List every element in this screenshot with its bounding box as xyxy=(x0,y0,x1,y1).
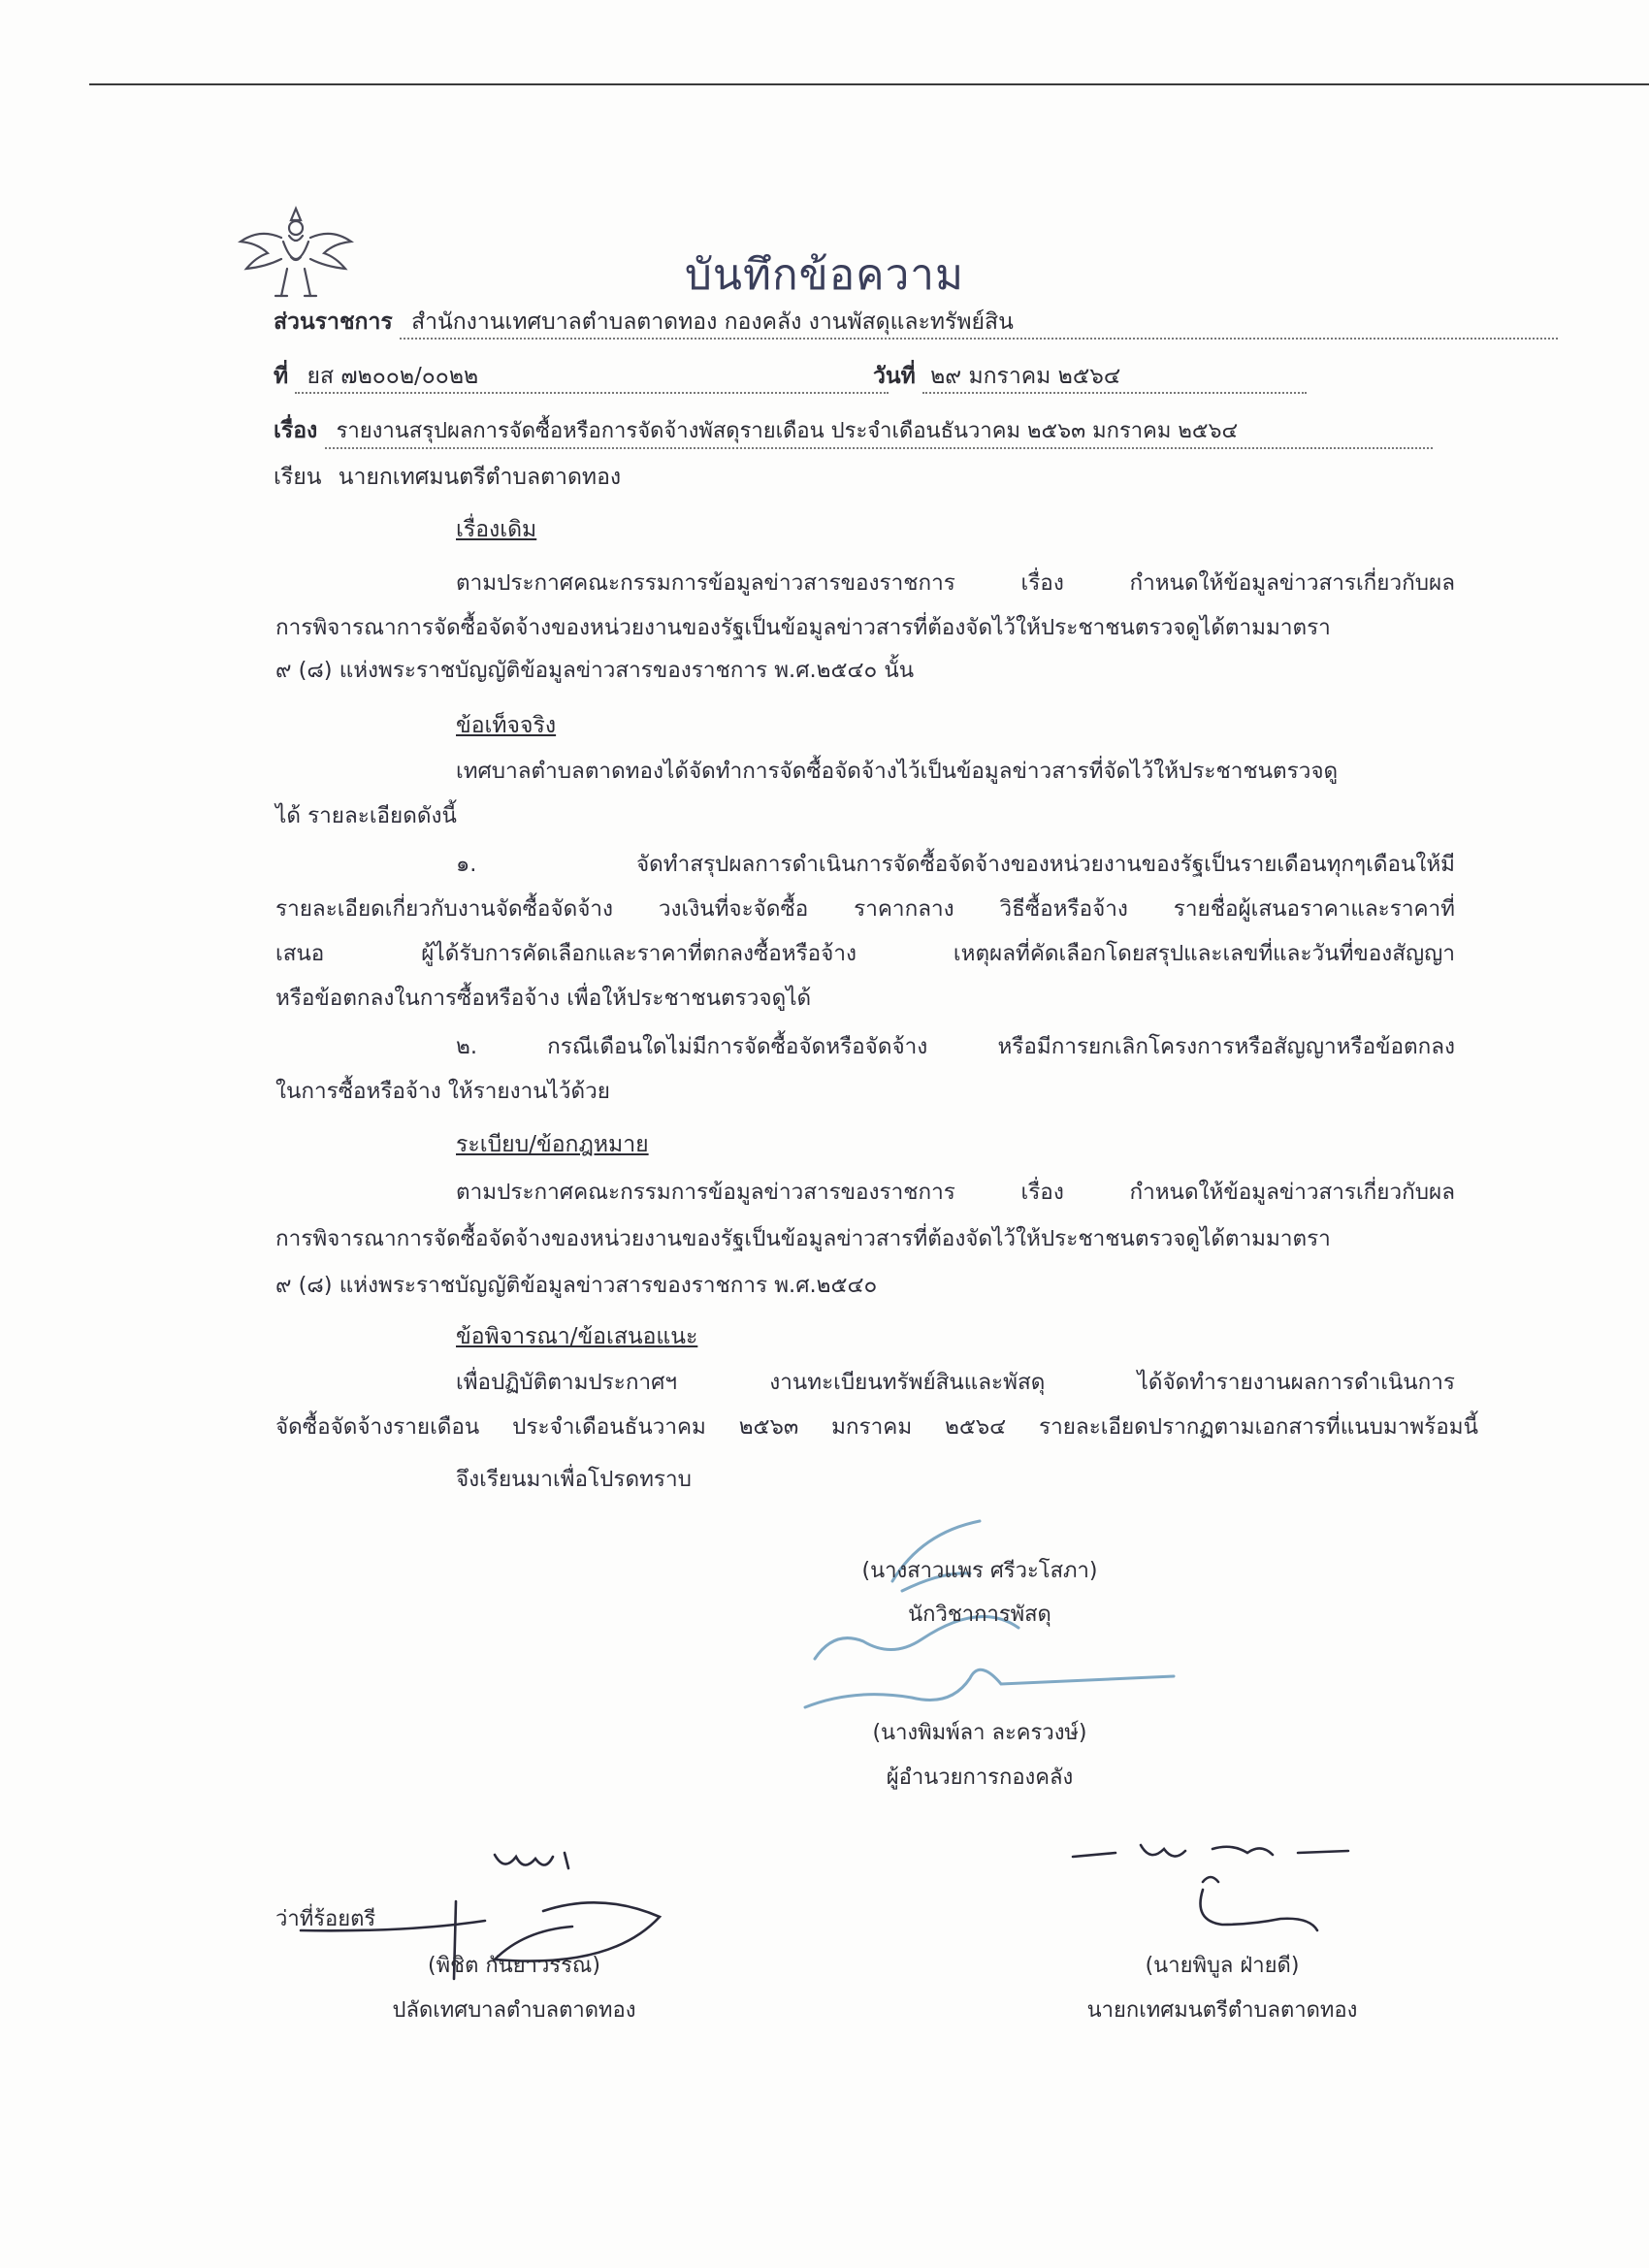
to-label: เรียน xyxy=(274,465,322,490)
memo-title: บันทึกข้อความ xyxy=(684,250,964,300)
staff-name: (นางสาวแพร ศรีวะโสภา) xyxy=(861,1559,1098,1583)
body-line: ๒. กรณีเดือนใดไม่มีการจัดซื้อจัดหรือจัดจ้าง หรือมีการยกเลิกโครงการหรือสัญญาหรือข้อตกลง xyxy=(456,1034,1455,1059)
ref-label: ที่ xyxy=(274,364,289,389)
deputy-position: ปลัดเทศบาลตำบลตาดทอง xyxy=(392,1998,636,2023)
body-line: หรือข้อตกลงในการซื้อหรือจ้าง เพื่อให้ประชาชนตรวจดูได้ xyxy=(275,986,812,1011)
ref-value: ยส ๗๒๐๐๒/๐๐๒๒ xyxy=(295,361,889,394)
section-heading-regulations: ระเบียบ/ข้อกฎหมาย xyxy=(456,1132,649,1157)
mayor-position: นายกเทศมนตรีตำบลตาดทอง xyxy=(1086,1998,1358,2023)
deputy-name: (พิชิต กันยาวรรณ) xyxy=(428,1954,600,1978)
mayor-signature-ink xyxy=(1057,1824,1387,1950)
deputy-prefix: ว่าที่ร้อยตรี xyxy=(275,1907,376,1931)
section-heading-recommendation: ข้อพิจารณา/ข้อเสนอแนะ xyxy=(456,1324,698,1349)
closing-line: จึงเรียนมาเพื่อโปรดทราบ xyxy=(456,1467,692,1492)
body-line: ในการซื้อหรือจ้าง ให้รายงานไว้ด้วย xyxy=(275,1079,610,1104)
agency-label: ส่วนราชการ xyxy=(274,309,393,335)
body-line: ตามประกาศคณะกรรมการข้อมูลข่าวสารของราชการ เรื่อง กำหนดให้ข้อมูลข่าวสารเกี่ยวกับผล xyxy=(456,570,1455,596)
subject-label: เรื่อง xyxy=(274,418,318,443)
to-value: นายกเทศมนตรีตำบลตาดทอง xyxy=(338,465,622,490)
to-row xyxy=(274,462,621,493)
body-line: ๙ (๘) แห่งพระราชบัญญัติข้อมูลข่าวสารของราชการ พ.ศ.๒๕๔๐ xyxy=(275,1273,878,1298)
body-line: ๑. จัดทำสรุปผลการดำเนินการจัดซื้อจัดจ้างของหน่วยงานของรัฐเป็นรายเดือนทุกๆเดือนให้มี xyxy=(456,852,1455,877)
body-line: เทศบาลตำบลตาดทองได้จัดทำการจัดซื้อจัดจ้างไว้เป็นข้อมูลข่าวสารที่จัดไว้ให้ประชาชนตรวจดู xyxy=(456,759,1339,784)
body-line: จัดซื้อจัดจ้างรายเดือน ประจำเดือนธันวาคม ๒๕๖๓ มกราคม ๒๕๖๔ รายละเอียดปรากฏตามเอกสารที่แนบมาพร้อมนี้ xyxy=(275,1414,1478,1440)
director-position: ผู้อำนวยการกองคลัง xyxy=(886,1766,1074,1790)
date-row xyxy=(873,361,1307,394)
scan-top-rule xyxy=(89,83,1649,85)
body-line: การพิจารณาการจัดซื้อจัดจ้างของหน่วยงานของรัฐเป็นข้อมูลข่าวสารที่ต้องจัดไว้ให้ประชาชนตรวจดูได้ตามมาตรา xyxy=(275,615,1331,640)
section-heading-background: เรื่องเดิม xyxy=(456,517,537,542)
body-line: ตามประกาศคณะกรรมการข้อมูลข่าวสารของราชการ เรื่อง กำหนดให้ข้อมูลข่าวสารเกี่ยวกับผล xyxy=(456,1180,1455,1205)
staff-position: นักวิชาการพัสดุ xyxy=(908,1603,1051,1627)
date-value: ๒๙ มกราคม ๒๕๖๔ xyxy=(922,361,1307,394)
body-line: การพิจารณาการจัดซื้อจัดจ้างของหน่วยงานของรัฐเป็นข้อมูลข่าวสารที่ต้องจัดไว้ให้ประชาชนตรวจดูได้ตามมาตรา xyxy=(275,1226,1331,1251)
body-line: ได้ รายละเอียดดังนี้ xyxy=(275,803,457,828)
body-line: เพื่อปฏิบัติตามประกาศฯ งานทะเบียนทรัพย์สินและพัสดุ ได้จัดทำรายงานผลการดำเนินการ xyxy=(456,1370,1455,1395)
subject-row xyxy=(274,415,1433,449)
mayor-name: (นายพิบูล ฝ่ายดี) xyxy=(1145,1954,1300,1978)
body-line: ๙ (๘) แห่งพระราชบัญญัติข้อมูลข่าวสารของราชการ พ.ศ.๒๕๔๐ นั้น xyxy=(275,658,915,683)
director-name: (นางพิมพ์ลา ละครวงษ์) xyxy=(872,1721,1087,1745)
date-label: วันที่ xyxy=(873,364,916,389)
agency-value: สำนักงานเทศบาลตำบลตาดทอง กองคลัง งานพัสดุและทรัพย์สิน xyxy=(400,307,1558,340)
body-line: รายละเอียดเกี่ยวกับงานจัดซื้อจัดจ้าง วงเงินที่จะจัดซื้อ ราคากลาง วิธีซื้อหรือจ้าง รายชื่อผู้เสนอราคาและราคาที่ xyxy=(275,896,1455,922)
subject-value: รายงานสรุปผลการจัดซื้อหรือการจัดจ้างพัสดุรายเดือน ประจำเดือนธันวาคม ๒๕๖๓ มกราคม ๒๕๖๔ xyxy=(325,416,1433,449)
body-line: เสนอ ผู้ได้รับการคัดเลือกและราคาที่ตกลงซื้อหรือจ้าง เหตุผลที่คัดเลือกโดยสรุปและเลขที่และวันที่ของสัญญา xyxy=(275,941,1455,966)
ref-row xyxy=(274,361,889,394)
section-heading-facts: ข้อเท็จจริง xyxy=(456,713,557,738)
agency-row xyxy=(274,307,1558,340)
